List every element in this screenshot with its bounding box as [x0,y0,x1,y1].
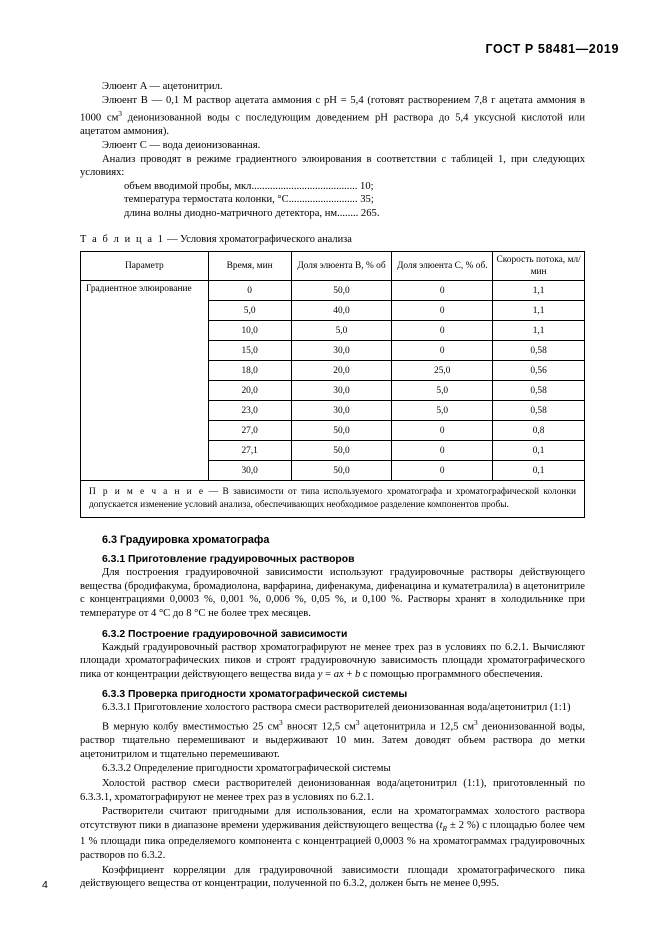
th-eluent-b: Доля элюента B, % об [291,252,392,281]
cell-eluent-b: 30,0 [291,401,392,421]
table-note-label: П р и м е ч а н и е [89,487,205,498]
cell-eluent-b: 50,0 [291,281,392,301]
cell-flow-rate: 1,1 [493,301,585,321]
table-row [81,281,585,301]
paragraph-6-3-3-2-body2: Растворители считают пригодными для использования, если на хроматограммах холостого раствора отсутствуют пики в диапазоне времени удерживания действующего вещества ($t_R \pm 2$ %) с площадью более чем 1 % площади пика определяемого компонента с концентрацией 0,0003 % на хроматограммах градуировочных растворов по 6.3.2. [80,806,585,862]
cell-eluent-c: 0 [392,341,493,361]
cell-eluent-c: 0 [392,421,493,441]
cell-eluent-b: 40,0 [291,301,392,321]
condition-column-temperature: температура термостата колонки, °С.......................... 35; [124,194,374,206]
cell-eluent-c: 0 [392,281,493,301]
th-flow-rate: Скорость потока, мл/мин [493,252,585,281]
cell-flow-rate: 0,1 [493,461,585,481]
cell-eluent-b: 30,0 [291,381,392,401]
paragraph-6-3-3-2-body: Холостой раствор смеси растворителей деионизованная вода/ацетонитрил (1:1), приготовленный по 6.3.3.1, хроматографируют не менее трех раз в условиях по 6.2.1. [80,777,585,803]
paragraph-eluent-a: Элюент A — ацетонитрил. [102,81,223,92]
cell-time: 10,0 [208,321,291,341]
cell-time: 0 [208,281,291,301]
heading-6-3: 6.3 Градуировка хроматографа [102,534,270,547]
cell-time: 15,0 [208,341,291,361]
cell-eluent-c: 0 [392,301,493,321]
cell-flow-rate: 0,1 [493,441,585,461]
cell-eluent-b: 5,0 [291,321,392,341]
page-header: ГОСТ Р 58481—2019 [485,42,619,56]
cell-flow-rate: 1,1 [493,321,585,341]
cell-time: 18,0 [208,361,291,381]
table-body [81,281,585,481]
cell-eluent-c: 0 [392,461,493,481]
cell-eluent-b: 50,0 [291,421,392,441]
table-note-text: — В зависимости от типа используемого хроматографа и хроматографической колонки допускается изменение условий анализа, обеспечивающих необходимое разделение компонентов пробы. [89,487,576,510]
cell-eluent-b: 20,0 [291,361,392,381]
table-header-row [81,252,585,281]
condition-sample-volume: объем вводимой пробы, мкл........................................ 10; [124,180,374,192]
condition-detector-wavelength: длина волны диодно-матричного детектора, нм........ 265. [124,207,380,219]
cell-flow-rate: 0,58 [493,381,585,401]
heading-6-3-2: 6.3.2 Построение градуировочной зависимости [102,628,348,640]
cell-time: 5,0 [208,301,291,321]
paragraph-eluent-c: Элюент С — вода деионизованная. [102,139,261,151]
heading-6-3-1: 6.3.1 Приготовление градуировочных растворов [102,554,355,566]
cell-time: 20,0 [208,381,291,401]
paragraph-6-3-3-2-body3: Коэффициент корреляции для градуировочной зависимости площади хроматографического пика действующего вещества от концентрации, полученной по 6.3.2, должен быть не менее 0,995. [80,864,585,890]
paragraph-6-3-1: Для построения градуировочной зависимости используют градуировочные растворы действующего вещества (бродифакума, бромадиолона, варфарина, дифенакума, дифенацина и куматетралила) в ацетонитриле с концентрациями 0,0003 %, 0,001 %, 0,006 %, 0,05 %, и 0,100 %. Растворы хранят в холодильнике при температуре от 4 °С до 8 °С не более трех месяцев. [80,567,585,620]
cell-flow-rate: 0,58 [493,341,585,361]
chromatography-conditions-table [80,251,585,481]
cell-time: 27,1 [208,441,291,461]
cell-flow-rate: 1,1 [493,281,585,301]
paragraph-6-3-3-1-body: В мерную колбу вместимостью 25 $см^3$ вносят 12,5 $см^3$ ацетонитрила и 12,5 $см^3$ деионизованной воды, раствор тщательно перемешивают и выдерживают 10 мин. Затем доводят объем раствора до метки ацетонитрилом и тщательно перемешивают. [80,718,585,760]
conditions-list [80,180,585,221]
cell-eluent-c: 5,0 [392,381,493,401]
table-caption-text: — Условия хроматографического анализа [167,234,352,246]
cell-eluent-c: 25,0 [392,361,493,381]
paragraph-analysis-conditions: Анализ проводят в режиме градиентного элюирования в соответствии с таблицей 1, при следующих условиях: [80,153,585,179]
th-time: Время, мин [208,252,291,281]
table-caption-label: Т а б л и ц а 1 [80,234,165,246]
paragraph-6-3-2: Каждый градуировочный раствор хроматографируют не менее трех раз в условиях по 6.2.1. Вычисляют площади хроматографических пиков и строят градуировочную зависимость площади хроматографического пика от концентрации действующего вещества вида y = ax + b с помощью программного обеспечения. [80,641,585,680]
cell-time: 23,0 [208,401,291,421]
heading-6-3-3: 6.3.3 Проверка пригодности хроматографической системы [102,689,408,701]
cell-eluent-c: 0 [392,321,493,341]
paragraph-eluent-b: Элюент B — 0,1 M раствор ацетата аммония с pH = 5,4 (готовят растворением 7,8 г ацетата аммония в 1000 $см^3$ деионизованной воды с последующим доведением pH раствора до 5,4 уксусной кислотой или ацетатом аммония). [80,94,585,138]
cell-eluent-c: 5,0 [392,401,493,421]
cell-eluent-b: 30,0 [291,341,392,361]
cell-parameter: Градиентное элюирование [81,281,209,481]
cell-flow-rate: 0,8 [493,421,585,441]
th-parameter: Параметр [81,252,209,281]
page-number: 4 [42,879,48,891]
cell-eluent-b: 50,0 [291,441,392,461]
cell-time: 30,0 [208,461,291,481]
cell-eluent-c: 0 [392,441,493,461]
paragraph-6-3-3-2-title: 6.3.3.2 Определение пригодности хроматографической системы [102,763,391,775]
cell-eluent-b: 50,0 [291,461,392,481]
th-eluent-c: Доля элюента С, % об. [392,252,493,281]
table-note [80,481,585,518]
table-caption [80,234,585,245]
document-body [80,80,585,891]
cell-flow-rate: 0,58 [493,401,585,421]
cell-time: 27,0 [208,421,291,441]
paragraph-6-3-3-1-title: 6.3.3.1 Приготовление холостого раствора смеси растворителей деионизованная вода/ацетонитрил (1:1) [102,702,571,714]
cell-flow-rate: 0,56 [493,361,585,381]
